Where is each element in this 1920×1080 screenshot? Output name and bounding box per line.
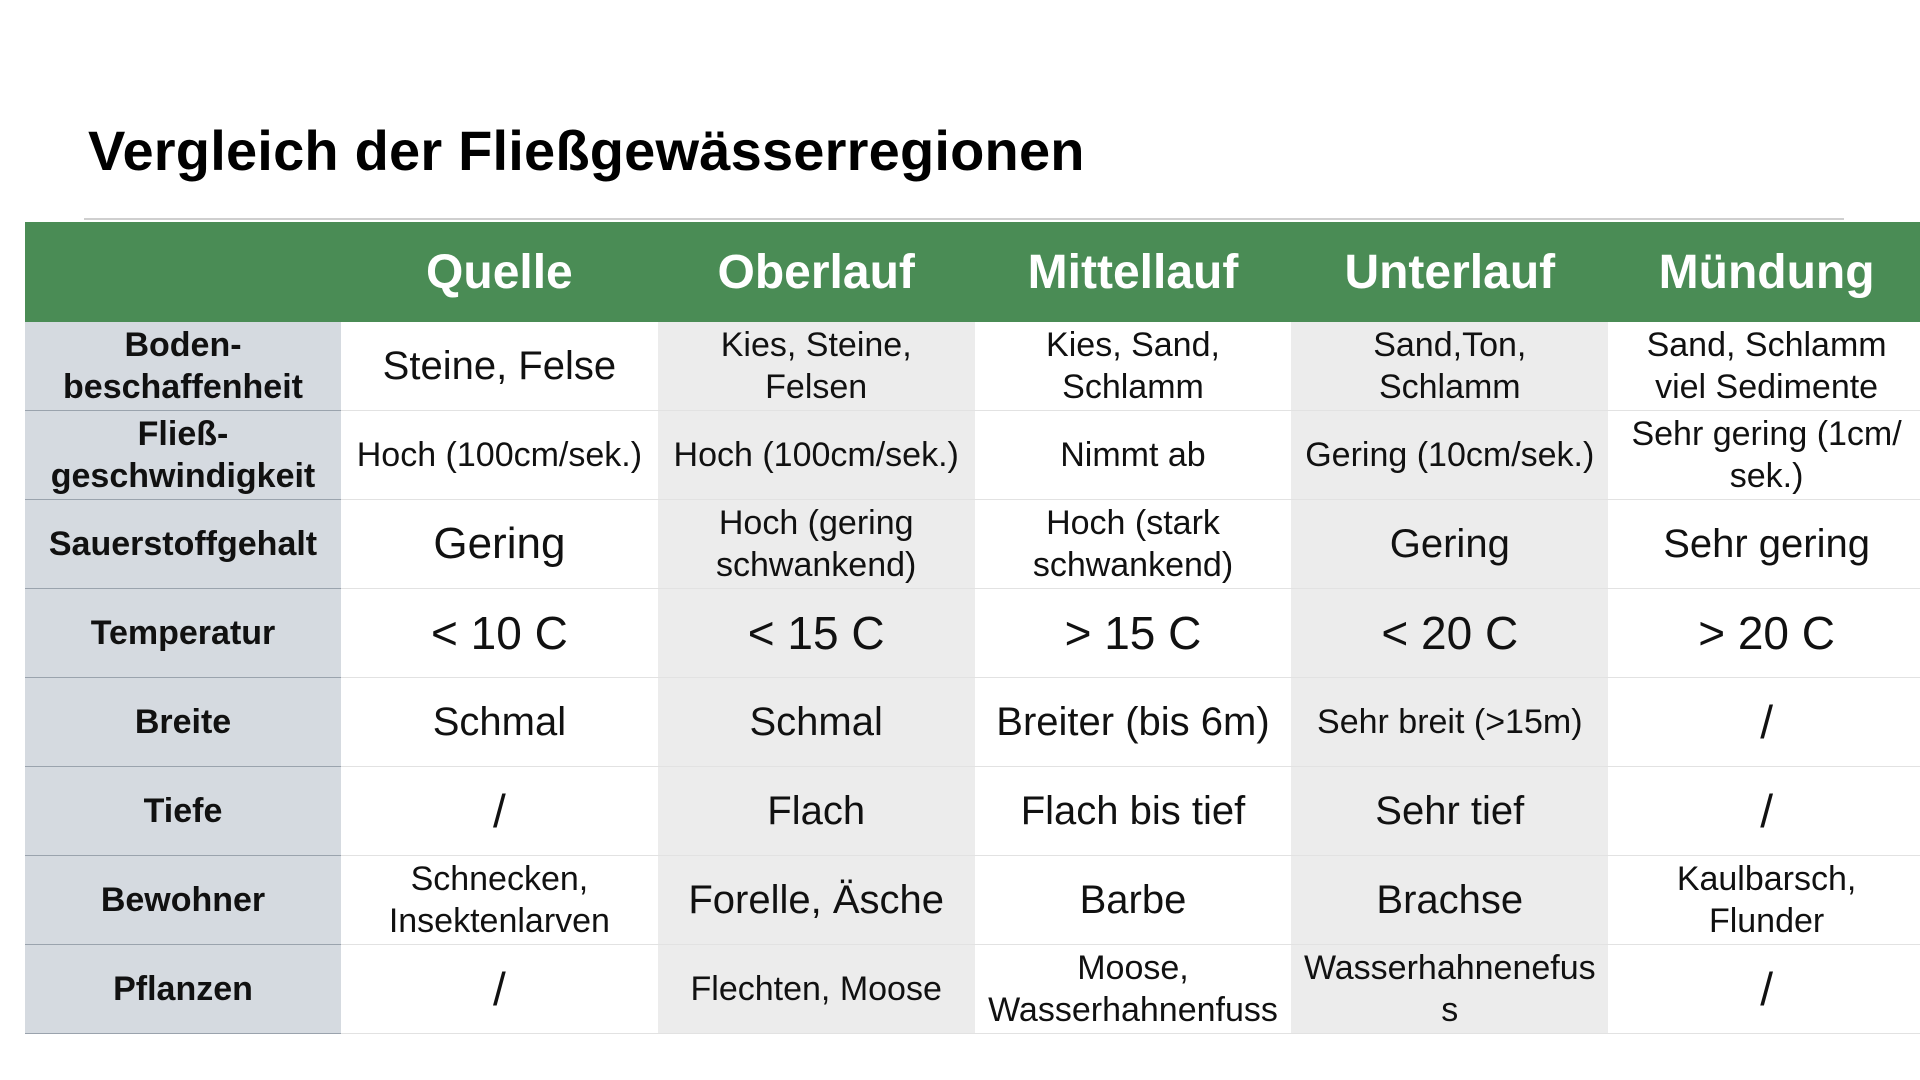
cell-unterlauf: Gering xyxy=(1291,500,1608,589)
cell-unterlauf: < 20 C xyxy=(1291,589,1608,678)
row-label: Sauerstoffgehalt xyxy=(25,500,341,589)
header-row xyxy=(25,222,1920,322)
table-header xyxy=(25,222,1920,322)
cell-mittellauf: Hoch (stark schwankend) xyxy=(975,500,1292,589)
table-row xyxy=(25,500,1920,589)
table-row xyxy=(25,767,1920,856)
cell-mittellauf: Nimmt ab xyxy=(975,411,1292,500)
row-label: Pflanzen xyxy=(25,945,341,1034)
row-label: Temperatur xyxy=(25,589,341,678)
cell-mittellauf: Kies, Sand, Schlamm xyxy=(975,322,1292,411)
header-quelle: Quelle xyxy=(341,222,658,322)
cell-oberlauf: Forelle, Äsche xyxy=(658,856,975,945)
cell-mittellauf: > 15 C xyxy=(975,589,1292,678)
table-body xyxy=(25,322,1920,1034)
table-row xyxy=(25,322,1920,411)
cell-unterlauf: Brachse xyxy=(1291,856,1608,945)
cell-muendung: / xyxy=(1608,678,1920,767)
page-title: Vergleich der Fließgewässerregionen xyxy=(88,119,1085,182)
cell-quelle: Steine, Felse xyxy=(341,322,658,411)
cell-oberlauf: Schmal xyxy=(658,678,975,767)
header-oberlauf: Oberlauf xyxy=(658,222,975,322)
cell-unterlauf: Sand,Ton, Schlamm xyxy=(1291,322,1608,411)
cell-oberlauf: Kies, Steine, Felsen xyxy=(658,322,975,411)
table-row xyxy=(25,856,1920,945)
cell-oberlauf: Hoch (gering schwankend) xyxy=(658,500,975,589)
cell-muendung: Sehr gering xyxy=(1608,500,1920,589)
table-row xyxy=(25,678,1920,767)
cell-quelle: Gering xyxy=(341,500,658,589)
row-label: Bewohner xyxy=(25,856,341,945)
cell-mittellauf: Flach bis tief xyxy=(975,767,1292,856)
cell-quelle: < 10 C xyxy=(341,589,658,678)
table-row xyxy=(25,411,1920,500)
cell-unterlauf: Sehr breit (>15m) xyxy=(1291,678,1608,767)
header-unterlauf: Unterlauf xyxy=(1291,222,1608,322)
cell-muendung: > 20 C xyxy=(1608,589,1920,678)
cell-quelle: / xyxy=(341,945,658,1034)
cell-oberlauf: Flach xyxy=(658,767,975,856)
cell-unterlauf: Wasserhahnenefus s xyxy=(1291,945,1608,1034)
header-corner xyxy=(25,222,341,322)
cell-muendung: / xyxy=(1608,767,1920,856)
cell-oberlauf: Hoch (100cm/sek.) xyxy=(658,411,975,500)
row-label: Breite xyxy=(25,678,341,767)
comparison-table xyxy=(25,222,1920,1034)
cell-unterlauf: Gering (10cm/sek.) xyxy=(1291,411,1608,500)
cell-mittellauf: Barbe xyxy=(975,856,1292,945)
cell-muendung: Kaulbarsch, Flunder xyxy=(1608,856,1920,945)
table-row xyxy=(25,589,1920,678)
cell-oberlauf: Flechten, Moose xyxy=(658,945,975,1034)
cell-muendung: / xyxy=(1608,945,1920,1034)
cell-muendung: Sehr gering (1cm/ sek.) xyxy=(1608,411,1920,500)
cell-oberlauf: < 15 C xyxy=(658,589,975,678)
cell-quelle: Schnecken, Insektenlarven xyxy=(341,856,658,945)
cell-mittellauf: Breiter (bis 6m) xyxy=(975,678,1292,767)
cell-mittellauf: Moose, Wasserhahnenfuss xyxy=(975,945,1292,1034)
row-label: Boden- beschaffenheit xyxy=(25,322,341,411)
header-mittellauf: Mittellauf xyxy=(975,222,1292,322)
row-label: Tiefe xyxy=(25,767,341,856)
cell-quelle: / xyxy=(341,767,658,856)
cell-quelle: Schmal xyxy=(341,678,658,767)
row-label: Fließ- geschwindigkeit xyxy=(25,411,341,500)
table-row xyxy=(25,945,1920,1034)
cell-unterlauf: Sehr tief xyxy=(1291,767,1608,856)
cell-quelle: Hoch (100cm/sek.) xyxy=(341,411,658,500)
cell-muendung: Sand, Schlamm viel Sedimente xyxy=(1608,322,1920,411)
header-muendung: Mündung xyxy=(1608,222,1920,322)
title-divider xyxy=(84,218,1844,220)
